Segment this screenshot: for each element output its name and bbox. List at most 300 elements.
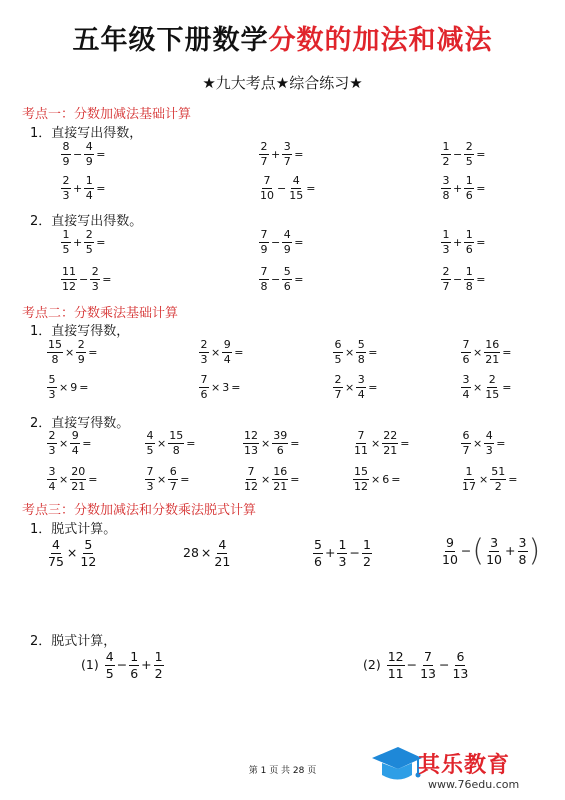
operator: − — [438, 657, 450, 672]
whole-number: 9 — [70, 380, 78, 394]
equals-sign: = — [186, 436, 196, 450]
numerator: 2 — [85, 228, 93, 241]
denominator: 6 — [276, 444, 284, 457]
denominator: 2 — [362, 554, 371, 569]
fraction — [76, 339, 86, 366]
brand-name: 其乐教育 — [418, 753, 511, 778]
numerator: 3 — [283, 140, 291, 153]
numerator: 12 — [244, 429, 258, 442]
operator: × — [345, 380, 355, 394]
operator: × — [157, 436, 167, 450]
numerator: 3 — [442, 174, 450, 187]
expression — [182, 538, 232, 569]
question-1-2: 2．直接写出得数。 — [30, 214, 143, 229]
denominator: 5 — [85, 243, 93, 256]
denominator: 12 — [354, 480, 368, 493]
numerator: 3 — [48, 465, 56, 478]
numerator: 2 — [488, 373, 496, 386]
numerator: 1 — [154, 649, 163, 664]
fraction — [145, 430, 155, 457]
denominator: 4 — [48, 480, 56, 493]
expression — [440, 141, 486, 168]
denominator: 75 — [48, 554, 64, 569]
numerator: 1 — [465, 465, 473, 478]
denominator: 5 — [146, 444, 154, 457]
fraction — [282, 266, 292, 293]
fraction — [61, 175, 71, 202]
operator: × — [371, 472, 381, 486]
fraction — [382, 430, 398, 457]
expression — [60, 266, 112, 293]
section-heading-1: 考点一：分数加减法基础计算 — [22, 107, 192, 122]
expression — [332, 339, 378, 366]
denominator: 4 — [223, 353, 231, 366]
numerator: 1 — [442, 140, 450, 153]
numerator: 2 — [77, 338, 85, 351]
fraction — [333, 339, 343, 366]
operator: × — [345, 345, 355, 359]
fraction — [259, 229, 269, 256]
denominator: 3 — [91, 280, 99, 293]
fraction — [47, 339, 63, 366]
expression — [60, 175, 106, 202]
denominator: 4 — [462, 388, 470, 401]
fraction — [70, 466, 86, 493]
denominator: 11 — [387, 666, 404, 681]
fraction — [243, 466, 259, 493]
operator: − — [277, 181, 287, 195]
fraction — [419, 650, 437, 681]
denominator: 21 — [273, 480, 288, 493]
numerator: 51 — [491, 465, 506, 478]
numerator: 11 — [62, 265, 76, 278]
numerator: 2 — [48, 429, 56, 442]
operator: × — [200, 545, 212, 560]
fraction — [154, 650, 164, 681]
operator: × — [479, 472, 489, 486]
expression — [258, 141, 304, 168]
denominator: 9 — [283, 243, 291, 256]
operator: × — [211, 380, 221, 394]
denominator: 10 — [260, 189, 274, 202]
fraction — [441, 536, 459, 567]
operator: + — [453, 181, 463, 195]
numerator: 20 — [71, 465, 86, 478]
numerator: 15 — [48, 338, 62, 351]
denominator: 12 — [62, 280, 76, 293]
operator: − — [116, 657, 128, 672]
fraction — [272, 430, 288, 457]
numerator: 1 — [130, 649, 139, 664]
denominator: 6 — [283, 280, 291, 293]
fraction — [79, 538, 97, 569]
numerator: 4 — [85, 140, 93, 153]
fraction — [464, 141, 474, 168]
fraction — [337, 538, 347, 569]
numerator: 4 — [105, 649, 114, 664]
expression — [198, 339, 244, 366]
item-label: (2) — [363, 657, 385, 672]
fraction — [47, 430, 57, 457]
denominator: 7 — [442, 280, 450, 293]
fraction — [461, 374, 471, 401]
operator: + — [325, 545, 336, 560]
denominator: 12 — [80, 554, 97, 569]
denominator: 15 — [485, 388, 500, 401]
operator: − — [406, 657, 418, 672]
operator: − — [349, 545, 360, 560]
numerator: 3 — [462, 373, 470, 386]
fraction — [272, 466, 288, 493]
denominator: 21 — [71, 480, 86, 493]
denominator: 9 — [77, 353, 85, 366]
equals-sign: = — [231, 380, 241, 394]
numerator: 4 — [146, 429, 154, 442]
denominator: 8 — [260, 280, 268, 293]
fraction — [84, 175, 94, 202]
equals-sign: = — [294, 272, 304, 286]
denominator: 5 — [105, 666, 114, 681]
denominator: 17 — [462, 480, 476, 493]
equals-sign: = — [502, 380, 512, 394]
fraction — [441, 175, 451, 202]
fraction — [461, 466, 477, 493]
fraction — [199, 374, 209, 401]
numerator: 7 — [146, 465, 154, 478]
numerator: 4 — [283, 228, 291, 241]
numerator: 1 — [442, 228, 450, 241]
brand-site: www.76edu.com — [428, 778, 520, 791]
expression — [60, 141, 106, 168]
fraction — [518, 536, 528, 567]
numerator: 1 — [338, 537, 347, 552]
operator: × — [473, 380, 483, 394]
numerator: 1 — [62, 228, 70, 241]
right-paren: ) — [528, 533, 541, 569]
section-heading-2: 考点二：分数乘法基础计算 — [22, 306, 179, 321]
fraction — [282, 141, 292, 168]
equals-sign: = — [82, 436, 92, 450]
expression — [460, 430, 506, 457]
numerator: 2 — [200, 338, 208, 351]
expression — [440, 533, 541, 569]
question-1-1: 1．直接写出得数， — [30, 126, 143, 141]
expression — [352, 466, 401, 493]
numerator: 4 — [485, 429, 493, 442]
fraction — [464, 266, 474, 293]
denominator: 3 — [442, 243, 450, 256]
fraction — [464, 175, 474, 202]
fraction — [84, 141, 94, 168]
denominator: 2 — [494, 480, 502, 493]
numerator: 7 — [424, 649, 432, 664]
expression — [80, 650, 165, 681]
fraction — [387, 650, 405, 681]
denominator: 21 — [485, 353, 500, 366]
numerator: 8 — [62, 140, 70, 153]
fraction — [484, 374, 500, 401]
equals-sign: = — [96, 181, 106, 195]
graduation-cap-icon — [368, 742, 424, 790]
equals-sign: = — [290, 472, 300, 486]
numerator: 1 — [362, 537, 371, 552]
denominator: 3 — [62, 189, 70, 202]
fraction — [441, 141, 451, 168]
operator: + — [505, 543, 516, 558]
equals-sign: = — [96, 235, 106, 249]
equals-sign: = — [306, 181, 316, 195]
denominator: 21 — [214, 554, 231, 569]
operator: × — [473, 436, 483, 450]
equals-sign: = — [368, 380, 378, 394]
operator: − — [271, 235, 281, 249]
subtitle: ★九大考点★综合练习★ — [202, 74, 363, 92]
denominator: 13 — [244, 444, 258, 457]
expression — [440, 175, 486, 202]
denominator: 7 — [260, 155, 268, 168]
fraction — [441, 229, 451, 256]
fraction — [47, 538, 65, 569]
expression — [198, 374, 241, 401]
fraction — [199, 339, 209, 366]
denominator: 6 — [462, 353, 470, 366]
denominator: 8 — [172, 444, 180, 457]
fraction — [484, 339, 500, 366]
item-label: (1) — [81, 657, 103, 672]
equals-sign: = — [96, 147, 106, 161]
expression — [332, 374, 378, 401]
expression — [460, 374, 512, 401]
numerator: 9 — [445, 535, 454, 550]
numerator: 15 — [169, 429, 184, 442]
numerator: 7 — [263, 174, 271, 187]
numerator: 9 — [223, 338, 231, 351]
fraction — [145, 466, 155, 493]
denominator: 8 — [357, 353, 365, 366]
fraction — [47, 374, 57, 401]
fraction — [356, 374, 366, 401]
operator: − — [453, 272, 463, 286]
operator: − — [79, 272, 89, 286]
equals-sign: = — [496, 436, 506, 450]
numerator: 5 — [84, 537, 93, 552]
equals-sign: = — [476, 147, 486, 161]
denominator: 4 — [71, 444, 79, 457]
denominator: 6 — [130, 666, 139, 681]
numerator: 5 — [283, 265, 291, 278]
expression — [258, 175, 316, 202]
operator: + — [271, 147, 281, 161]
denominator: 4 — [357, 388, 365, 401]
question-3-1: 1．脱式计算。 — [30, 522, 117, 537]
fraction — [129, 650, 139, 681]
fraction — [61, 266, 77, 293]
numerator: 1 — [465, 228, 473, 241]
expression — [242, 430, 300, 457]
denominator: 9 — [62, 155, 70, 168]
equals-sign: = — [400, 436, 410, 450]
expression — [258, 266, 304, 293]
numerator: 4 — [292, 174, 300, 187]
expression — [46, 339, 98, 366]
fraction — [441, 266, 451, 293]
whole-number: 3 — [222, 380, 230, 394]
denominator: 8 — [518, 552, 527, 567]
denominator: 3 — [48, 444, 56, 457]
denominator: 5 — [465, 155, 473, 168]
fraction — [259, 141, 269, 168]
fraction — [362, 538, 372, 569]
numerator: 5 — [357, 338, 365, 351]
fraction — [464, 229, 474, 256]
denominator: 3 — [48, 388, 56, 401]
expression — [312, 538, 373, 569]
whole-number: 28 — [183, 545, 199, 560]
section-heading-3: 考点三：分数加减法和分数乘法脱式计算 — [22, 503, 257, 518]
denominator: 9 — [260, 243, 268, 256]
numerator: 2 — [465, 140, 473, 153]
equals-sign: = — [508, 472, 518, 486]
fraction — [484, 430, 494, 457]
numerator: 6 — [456, 649, 465, 664]
fraction — [168, 430, 184, 457]
title-red: 分数的加法和减法 — [268, 25, 493, 56]
expression — [258, 229, 304, 256]
numerator: 7 — [462, 338, 470, 351]
fraction — [259, 175, 275, 202]
denominator: 6 — [465, 243, 473, 256]
numerator: 7 — [357, 429, 365, 442]
expression — [352, 430, 410, 457]
operator: × — [59, 436, 69, 450]
equals-sign: = — [180, 472, 190, 486]
denominator: 12 — [244, 480, 258, 493]
expression — [46, 374, 89, 401]
expression — [144, 466, 190, 493]
question-2-2: 2．直接写得数。 — [30, 416, 130, 431]
operator: + — [73, 181, 83, 195]
operator: × — [59, 380, 69, 394]
expression — [60, 229, 106, 256]
question-3-2: 2．脱式计算， — [30, 634, 117, 649]
operator: × — [473, 345, 483, 359]
equals-sign: = — [294, 147, 304, 161]
numerator: 7 — [247, 465, 255, 478]
operator: + — [73, 235, 83, 249]
equals-sign: = — [290, 436, 300, 450]
denominator: 3 — [200, 353, 208, 366]
numerator: 6 — [169, 465, 177, 478]
expression — [242, 466, 300, 493]
fraction — [461, 430, 471, 457]
equals-sign: = — [391, 472, 401, 486]
numerator: 2 — [91, 265, 99, 278]
denominator: 10 — [486, 552, 503, 567]
denominator: 8 — [465, 280, 473, 293]
expression — [440, 266, 486, 293]
fraction — [213, 538, 231, 569]
fraction — [61, 141, 71, 168]
fraction — [353, 466, 369, 493]
denominator: 2 — [442, 155, 450, 168]
denominator: 3 — [485, 444, 493, 457]
numerator: 3 — [518, 535, 527, 550]
fraction — [490, 466, 506, 493]
fraction — [90, 266, 100, 293]
fraction — [333, 374, 343, 401]
denominator: 6 — [314, 554, 322, 569]
equals-sign: = — [102, 272, 112, 286]
equals-sign: = — [88, 472, 98, 486]
numerator: 5 — [48, 373, 56, 386]
operator: + — [453, 235, 463, 249]
fraction — [168, 466, 178, 493]
denominator: 8 — [51, 353, 59, 366]
denominator: 7 — [283, 155, 291, 168]
fraction — [243, 430, 259, 457]
numerator: 2 — [62, 174, 70, 187]
operator: − — [453, 147, 463, 161]
operator: × — [261, 472, 271, 486]
fraction — [451, 650, 469, 681]
operator: × — [157, 472, 167, 486]
numerator: 16 — [485, 338, 500, 351]
equals-sign: = — [476, 272, 486, 286]
numerator: 16 — [273, 465, 288, 478]
denominator: 7 — [462, 444, 470, 457]
denominator: 6 — [465, 189, 473, 202]
equals-sign: = — [79, 380, 89, 394]
expression — [362, 650, 470, 681]
numerator: 39 — [273, 429, 288, 442]
fraction — [47, 466, 57, 493]
equals-sign: = — [88, 345, 98, 359]
fraction — [105, 650, 115, 681]
denominator: 10 — [442, 552, 458, 567]
operator: + — [141, 657, 152, 672]
equals-sign: = — [368, 345, 378, 359]
denominator: 4 — [85, 189, 93, 202]
fraction — [259, 266, 269, 293]
denominator: 7 — [169, 480, 177, 493]
numerator: 2 — [260, 140, 268, 153]
numerator: 12 — [387, 649, 404, 664]
numerator: 7 — [260, 228, 268, 241]
numerator: 4 — [51, 537, 60, 552]
left-paren: ( — [472, 533, 485, 569]
numerator: 3 — [357, 373, 365, 386]
operator: × — [65, 345, 75, 359]
denominator: 5 — [62, 243, 70, 256]
denominator: 13 — [452, 666, 469, 681]
numerator: 3 — [490, 535, 499, 550]
equals-sign: = — [294, 235, 304, 249]
page-footer: 第 1 页 共 28 页 — [248, 766, 317, 776]
fraction — [61, 229, 71, 256]
title-black: 五年级下册数学 — [72, 25, 269, 56]
numerator: 15 — [354, 465, 368, 478]
operator: − — [271, 272, 281, 286]
operator: × — [66, 545, 78, 560]
numerator: 5 — [314, 537, 322, 552]
expression — [46, 538, 98, 569]
operator: − — [73, 147, 83, 161]
numerator: 22 — [383, 429, 398, 442]
denominator: 13 — [420, 666, 436, 681]
page-title — [0, 18, 565, 57]
operator: × — [211, 345, 221, 359]
equals-sign: = — [476, 181, 486, 195]
